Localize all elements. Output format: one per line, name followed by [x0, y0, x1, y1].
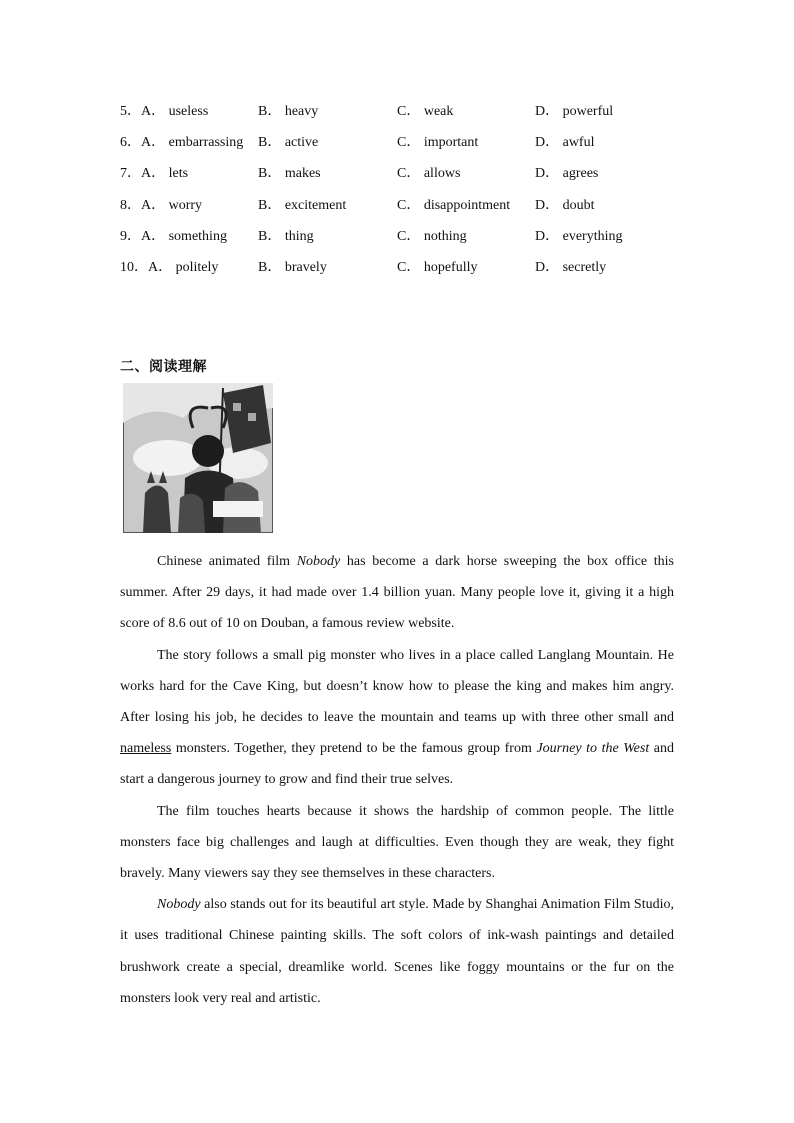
option-row	[120, 194, 680, 225]
option-d: D． secretly	[535, 259, 607, 275]
film-title: Nobody	[296, 554, 341, 569]
option-b: B． thing	[258, 228, 314, 244]
option-b: B． bravely	[258, 259, 327, 275]
option-d: D． powerful	[535, 104, 614, 119]
paragraph: The film touches hearts because it shows the hardship of common people. The little monsters face big challenges and laugh at difficulties. Even though they are weak, they fight bravely. Many viewers say they see themselves in these characters.	[120, 803, 674, 882]
option-a: 7．A． lets	[120, 166, 189, 182]
film-still-image	[123, 383, 273, 533]
option-d: D． doubt	[535, 197, 595, 213]
paragraph: The story follows a small pig monster who lives in a place called Langlang Mountain. He works hard for the Cave King, but doesn’t know how to please the king and makes him angry. After losing his job, he decides to leave the mountain and teams up with three other small and nameless monsters. Together, they pretend to be the famous group from Journey to the West and start a dangerous journey to grow and find their true selves.	[120, 647, 675, 788]
option-c: C． disappointment	[397, 197, 511, 213]
answer-options	[120, 100, 680, 287]
option-row	[120, 100, 680, 131]
reading-passage	[120, 546, 674, 1014]
option-c: C． nothing	[397, 228, 467, 244]
option-a: 5．A． useless	[120, 104, 209, 119]
option-a: 9．A． something	[120, 228, 227, 244]
option-d: D． awful	[535, 135, 595, 151]
option-a: 6．A． embarrassing	[120, 135, 244, 151]
option-b: B． active	[258, 135, 319, 151]
option-b: B． excitement	[258, 197, 347, 213]
option-row	[120, 225, 680, 256]
paragraph: Nobody also stands out for its beautiful art style. Made by Shanghai Animation Film Studio, it uses traditional Chinese painting skills. The soft colors of ink-wash paintings and detailed brushwork create a special, dreamlike world. Scenes like foggy mountains or the fur on the monsters look very real and artistic.	[120, 897, 674, 1006]
option-d: D． agrees	[535, 166, 599, 182]
option-row	[120, 256, 680, 287]
underlined-word: nameless	[120, 741, 172, 757]
option-c: C． hopefully	[397, 259, 478, 275]
option-c: C． important	[397, 135, 479, 151]
section-title: 二、阅读理解	[120, 359, 207, 375]
option-b: B． makes	[258, 166, 321, 182]
option-row	[120, 131, 680, 162]
film-title: Nobody	[157, 897, 201, 913]
option-b: B． heavy	[258, 104, 319, 119]
option-a: 8．A． worry	[120, 197, 203, 213]
option-row	[120, 162, 680, 193]
option-c: C． weak	[397, 104, 454, 119]
option-a: 10．A． politely	[120, 259, 219, 275]
option-c: C． allows	[397, 166, 461, 182]
option-d: D． everything	[535, 228, 623, 244]
book-title: Journey to the West	[536, 741, 650, 757]
paragraph: Chinese animated film Nobody has become a dark horse sweeping the box office this summer. After 29 days, it had made over 1.4 billion yuan. Many people love it, giving it a high score of 8.6 out of 10 on Douban, a famous review website.	[120, 554, 674, 632]
